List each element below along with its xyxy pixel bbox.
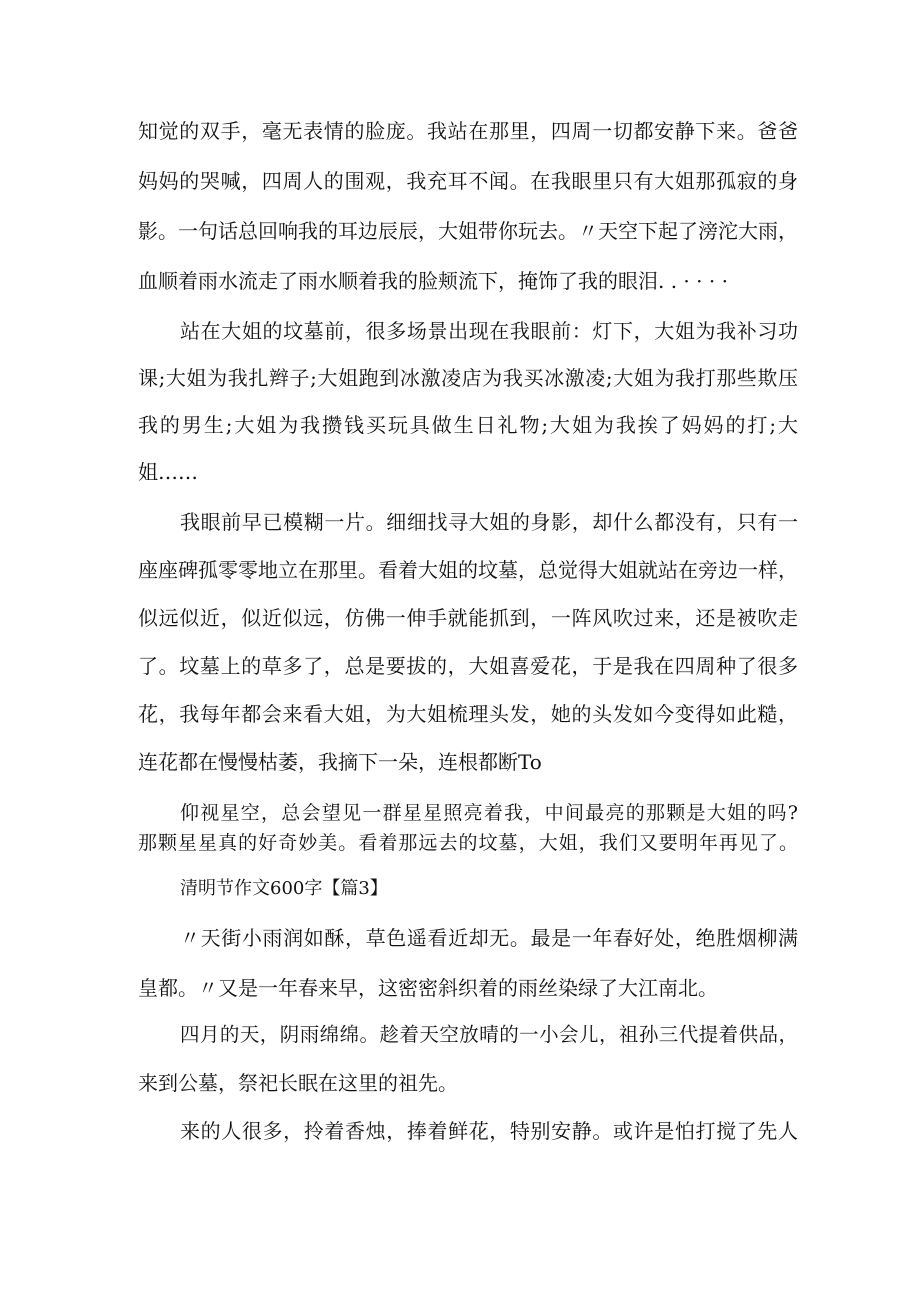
text-line: 姐……	[138, 460, 198, 484]
text-line: 我眼前早已模糊一片。细细找寻大姐的身影，却什么都没有，只有一	[180, 510, 798, 534]
text-line: 了。坟墓上的草多了，总是要拔的，大姐喜爱花，于是我在四周种了很多	[138, 654, 798, 678]
text-line: 座座碑孤零零地立在那里。看着大姐的坟墓，总觉得大姐就站在旁边一样，	[138, 558, 798, 582]
section-heading: 清明节作文600字【篇3】	[180, 878, 388, 899]
text-line: 那颗星星真的好奇妙美。看着那远去的坟墓，大姐，我们又要明年再见了。	[138, 832, 798, 854]
text-line: 课;大姐为我扎辫子;大姐跑到冰激凌店为我买冰激凌;大姐为我打那些欺压	[138, 366, 798, 390]
text-line: 花，我每年都会来看大姐，为大姐梳理头发，她的头发如今变得如此糙，	[138, 702, 798, 726]
text-line: 我的男生;大姐为我攒钱买玩具做生日礼物;大姐为我挨了妈妈的打;大	[138, 413, 798, 437]
text-line: 皇都。〃又是一年春来早，这密密斜织着的雨丝染绿了大江南北。	[138, 976, 718, 1000]
text-line: 站在大姐的坟墓前，很多场景出现在我眼前：灯下，大姐为我补习功	[180, 319, 798, 343]
text-line: 来到公墓，祭祀长眠在这里的祖先。	[138, 1071, 458, 1095]
text-line: 妈妈的哭喊，四周人的围观，我充耳不闻。在我眼里只有大姐那孤寂的身	[138, 169, 798, 193]
text-line: 影。一句话总回响我的耳边辰辰，大姐带你玩去。〃天空下起了滂沱大雨，	[138, 219, 798, 243]
text-line: 似远似近，似近似远，仿佛一伸手就能抓到，一阵风吹过来，还是被吹走	[138, 606, 798, 630]
text-line: 仰视星空，总会望见一群星星照亮着我，中间最亮的那颗是大姐的吗?	[180, 802, 798, 824]
text-line: 四月的天，阴雨绵绵。趁着天空放晴的一小会儿，祖孙三代提着供品，	[180, 1023, 798, 1046]
text-line: 连花都在慢慢枯萎，我摘下一朵，连根都断To	[138, 750, 542, 774]
text-line: 来的人很多，拎着香烛，捧着鲜花，特别安静。或许是怕打搅了先人	[180, 1119, 798, 1143]
text-line: 知觉的双手，毫无表情的脸庞。我站在那里，四周一切都安静下来。爸爸	[138, 119, 798, 143]
text-line: 血顺着雨水流走了雨水顺着我的脸颊流下，掩饰了我的眼泪. . · · · ·	[138, 269, 728, 293]
text-line: 〃天街小雨润如酥，草色遥看近却无。最是一年春好处，绝胜烟柳满	[180, 926, 798, 950]
